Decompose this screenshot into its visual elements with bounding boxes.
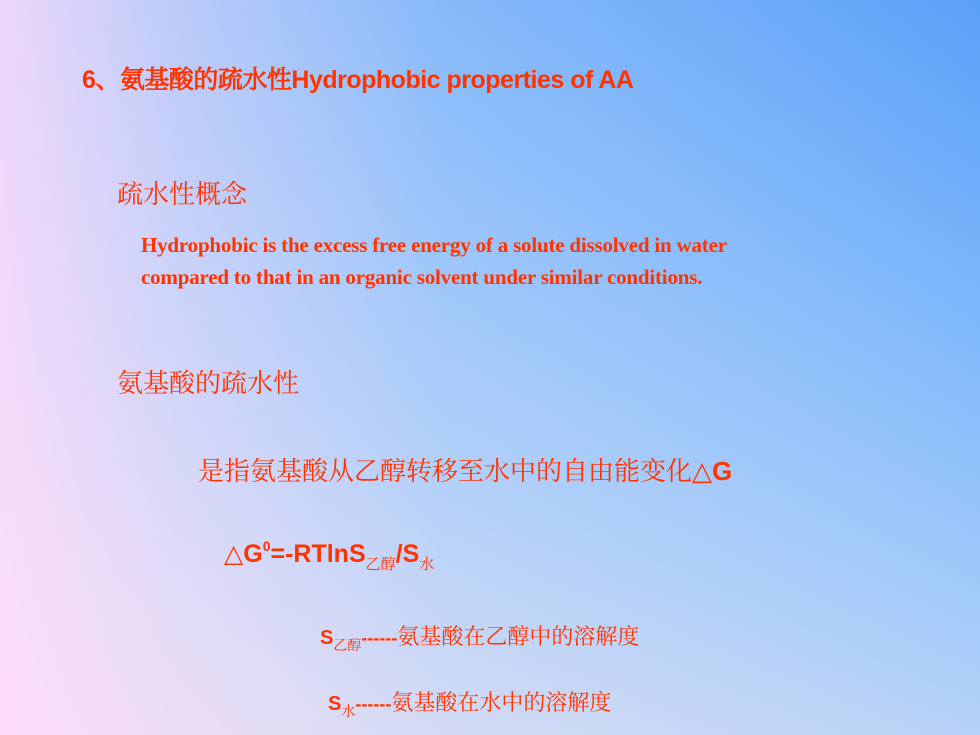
ethanol-text: 氨基酸在乙醇中的溶解度 — [397, 625, 640, 650]
formula-superscript: 0 — [262, 538, 271, 554]
formula-slash: /S — [395, 540, 420, 568]
delta-symbol: △ — [692, 457, 713, 487]
free-energy-formula — [224, 538, 434, 574]
ethanol-dashes: ------ — [361, 628, 398, 648]
free-energy-statement — [198, 451, 732, 488]
formula-sub-water: 水 — [419, 555, 435, 573]
water-sub: 水 — [341, 704, 356, 720]
formula-middle: =-RTlnS — [270, 540, 366, 568]
definition-line-2: compared to that in an organic solvent under similar conditions. — [141, 265, 703, 289]
formula-delta: △ — [224, 539, 244, 568]
ethanol-sub: 乙醇 — [333, 638, 362, 654]
ethanol-s: S — [320, 627, 334, 649]
definition-line-1: Hydrophobic is the excess free energy of a solute dissolved in water — [141, 233, 727, 257]
statement-text: 是指氨基酸从乙醇转移至水中的自由能变化 — [198, 457, 693, 487]
water-solubility-definition — [328, 686, 611, 721]
water-s: S — [328, 693, 342, 715]
slide-title: 6、氨基酸的疏水性Hydrophobic properties of AA — [82, 66, 634, 94]
aa-hydrophobicity-heading: 氨基酸的疏水性 — [117, 369, 300, 399]
ethanol-solubility-definition — [320, 620, 639, 655]
concept-heading: 疏水性概念 — [117, 180, 248, 210]
formula-sub-ethanol: 乙醇 — [365, 555, 396, 573]
water-dashes: ------ — [355, 694, 392, 714]
formula-g: G — [243, 540, 263, 568]
hydrophobic-definition — [141, 229, 727, 293]
water-text: 氨基酸在水中的溶解度 — [391, 691, 612, 716]
statement-variable: G — [712, 456, 733, 486]
